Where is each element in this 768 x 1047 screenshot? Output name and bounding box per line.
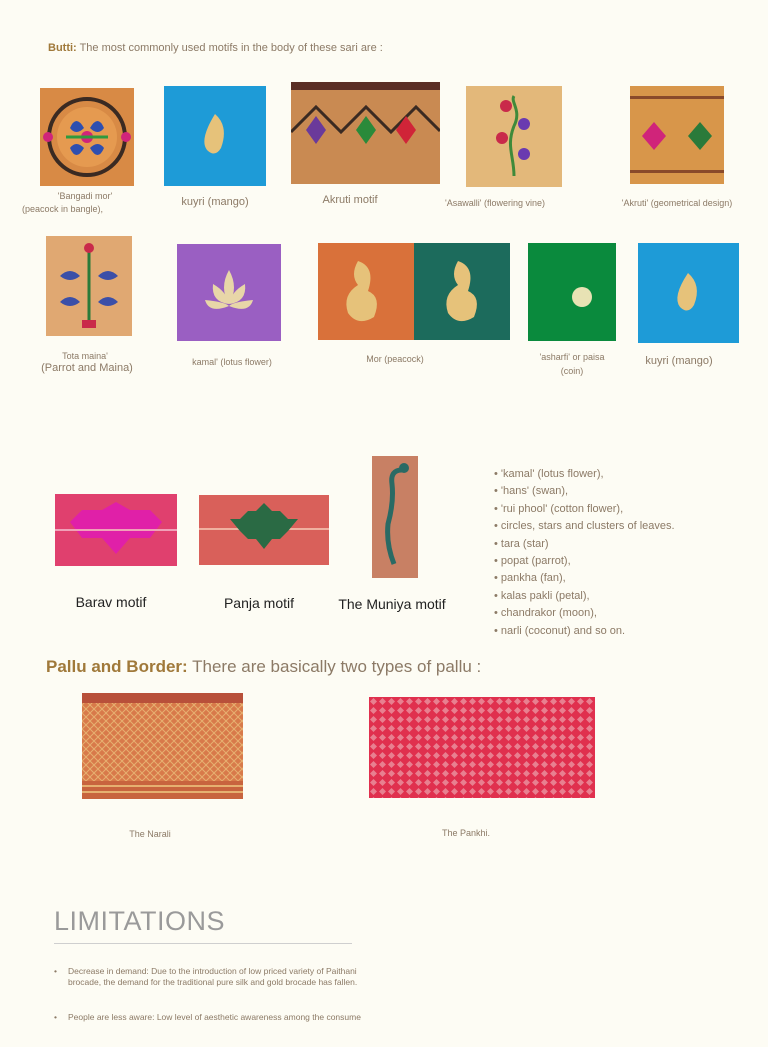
asharfi-coin-image	[528, 243, 616, 341]
asawalli-caption: 'Asawalli' (flowering vine)	[445, 198, 545, 208]
mor-peacock-caption: Mor (peacock)	[366, 354, 424, 364]
motif-list-item: • kalas pakli (petal),	[494, 588, 675, 605]
motif-list-item: • popat (parrot),	[494, 553, 675, 570]
limitations-title: LIMITATIONS	[54, 906, 226, 936]
tota-maina-image	[46, 236, 132, 336]
kamal-caption: kamal' (lotus flower)	[192, 357, 272, 367]
pallu-heading-label: Pallu and Border:	[46, 657, 188, 676]
motif-bullet-list	[494, 466, 675, 640]
akruti-geometrical-caption: 'Akruti' (geometrical design)	[621, 198, 733, 208]
panja-motif-image	[199, 495, 329, 565]
muniya-motif-caption: The Muniya motif	[338, 596, 446, 612]
motif-list-item: • chandrakor (moon),	[494, 605, 675, 622]
pankhi-pallu-image	[369, 697, 595, 798]
kuyri-mango-image	[164, 86, 266, 186]
limitation-item: • Decrease in demand: Due to the introduction of low priced variety of Paithani brocade, the demand for the traditional pure silk and gold brocade has fallen.	[54, 966, 364, 988]
motif-list-item: • 'kamal' (lotus flower),	[494, 466, 675, 483]
limitation-item: • People are less aware: Low level of aesthetic awareness among the consume	[54, 1012, 364, 1023]
bangadi-mor-caption-2: (peacock in bangle),	[22, 204, 104, 214]
motif-list-item: • pankha (fan),	[494, 570, 675, 587]
barav-motif-caption: Barav motif	[75, 594, 147, 610]
kuyri-mango-2-image	[638, 243, 739, 343]
pallu-heading	[46, 657, 481, 677]
kuyri-mango-caption: kuyri (mango)	[181, 196, 249, 208]
bangadi-mor-caption: 'Bangadi mor'	[57, 191, 113, 201]
limitations-divider	[54, 943, 352, 944]
asawalli-image	[466, 86, 562, 187]
narali-pallu-image	[82, 693, 243, 799]
asharfi-caption-2: (coin)	[560, 366, 584, 376]
narali-caption: The Narali	[129, 829, 171, 839]
pankhi-caption: The Pankhi.	[441, 828, 491, 838]
barav-motif-image	[55, 494, 177, 566]
akruti-motif-caption: Akruti motif	[322, 194, 378, 206]
motif-list-item: • narli (coconut) and so on.	[494, 623, 675, 640]
motif-list-item: • tara (star)	[494, 536, 675, 553]
panja-motif-caption: Panja motif	[223, 595, 295, 611]
akruti-geometrical-image	[630, 86, 724, 184]
intro-text: The most commonly used motifs in the body of these sari are :	[79, 42, 383, 54]
limitations-list	[54, 966, 364, 1047]
kamal-image	[177, 244, 281, 341]
motif-list-item: • 'rui phool' (cotton flower),	[494, 501, 675, 518]
tota-maina-caption: Tota maina'	[62, 351, 108, 361]
muniya-motif-image	[372, 456, 418, 578]
intro-heading: Butti:	[48, 42, 77, 54]
kuyri-mango-2-caption: kuyri (mango)	[645, 355, 713, 367]
motif-list-item: • 'hans' (swan),	[494, 483, 675, 500]
intro-line	[48, 42, 383, 54]
mor-peacock-image	[318, 243, 510, 340]
pallu-heading-text: There are basically two types of pallu :	[192, 657, 482, 676]
akruti-motif-image	[291, 82, 440, 184]
asharfi-caption: 'asharfi' or paisa	[539, 352, 605, 362]
tota-maina-caption-2: (Parrot and Maina)	[41, 362, 133, 374]
motif-list-item: • circles, stars and clusters of leaves.	[494, 518, 675, 535]
bangadi-mor-image	[40, 88, 134, 186]
